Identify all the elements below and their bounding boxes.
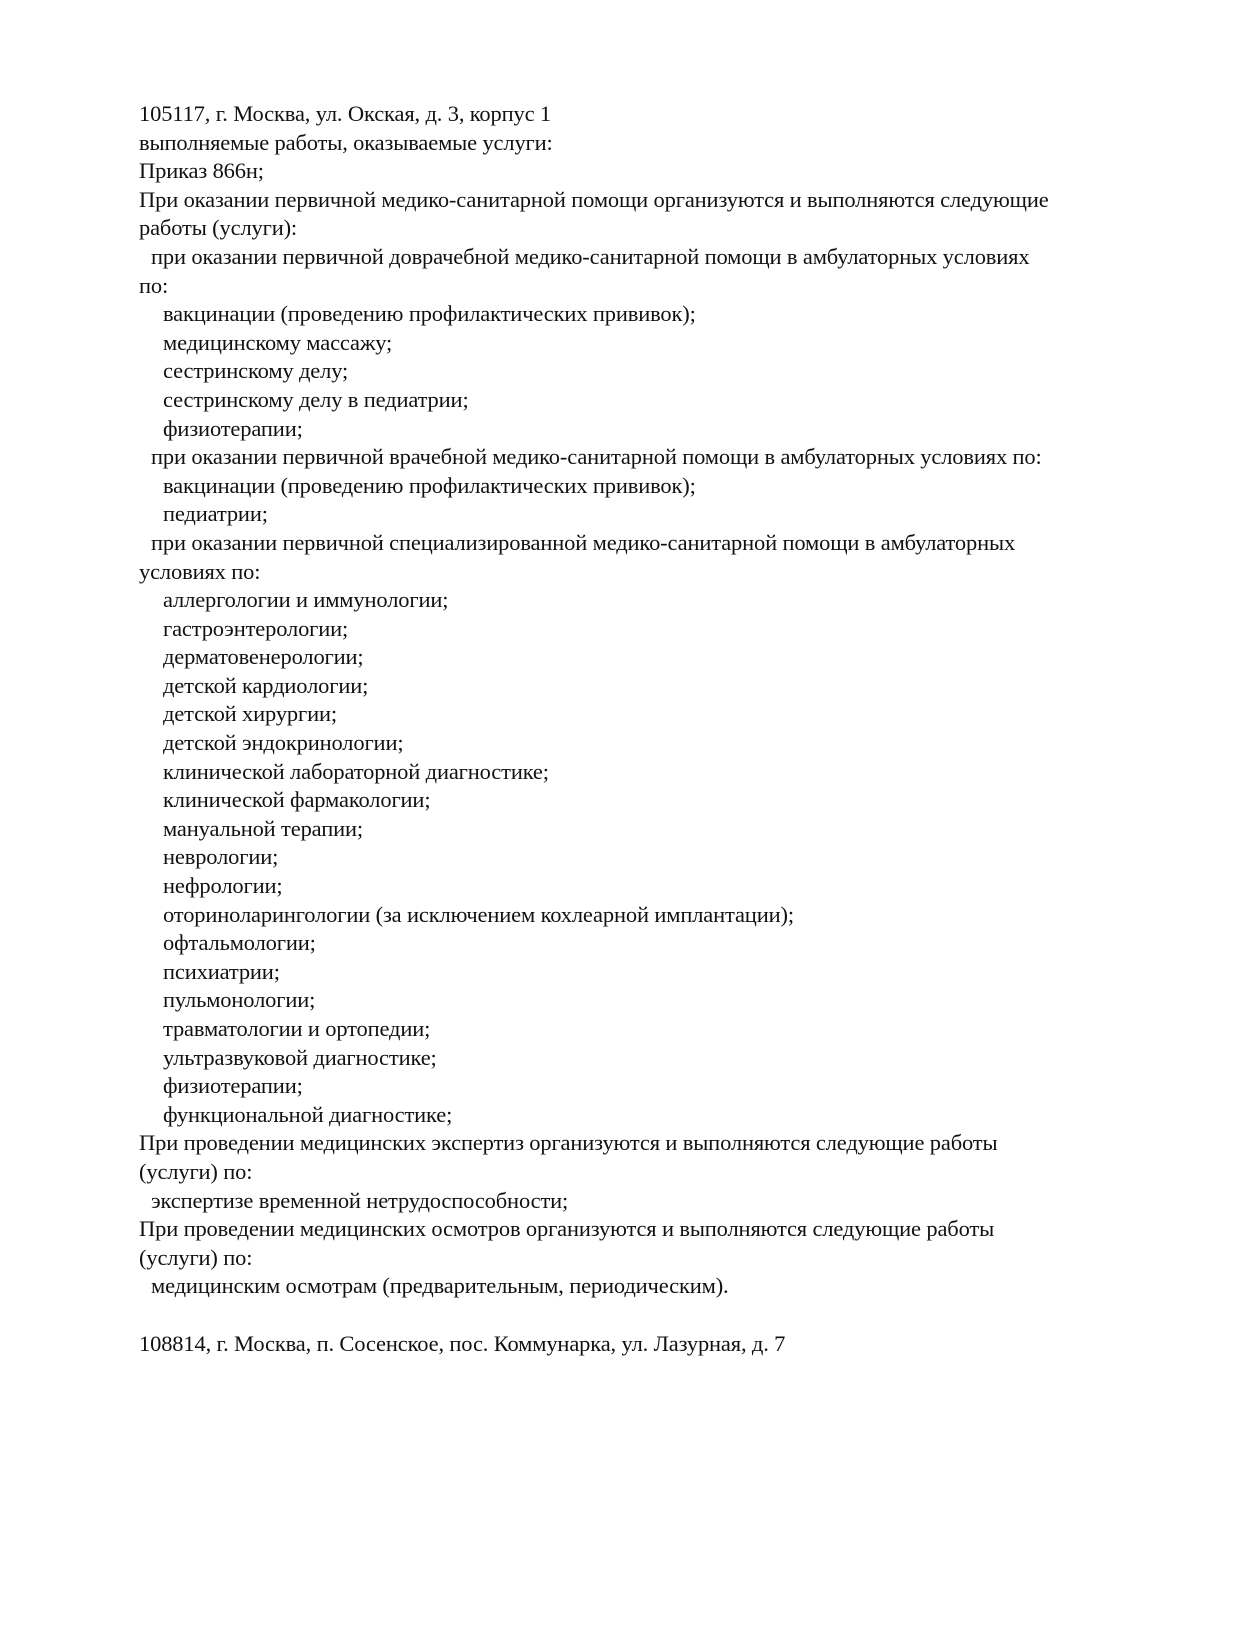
list-item: дерматовенерологии;	[163, 644, 364, 670]
list-item: вакцинации (проведению профилактических прививок);	[163, 472, 696, 498]
list-item: травматологии и ортопедии;	[163, 1016, 431, 1041]
order-reference: Приказ 866н;	[139, 158, 264, 184]
address-2: 108814, г. Москва, п. Сосенское, пос. Коммунарка, ул. Лазурная, д. 7	[139, 1330, 786, 1356]
specialized-heading: при оказании первичной специализированной медико-санитарной помощи в амбулаторных	[151, 529, 1016, 555]
list-item: детской эндокринологии;	[163, 730, 404, 756]
vrach-list	[139, 472, 1099, 529]
list-item: ультразвуковой диагностике;	[163, 1044, 437, 1070]
list-item: педиатрии;	[163, 501, 268, 527]
document-page	[139, 100, 1099, 1358]
list-item: медицинскому массажу;	[163, 329, 393, 355]
list-item: медицинским осмотрам (предварительным, периодическим).	[151, 1273, 729, 1299]
list-item: оториноларингологии (за исключением кохлеарной имплантации);	[163, 901, 794, 927]
list-item: клинической лабораторной диагностике;	[163, 758, 549, 784]
list-item: гастроэнтерологии;	[163, 615, 349, 641]
paragraph-spacer	[139, 1301, 1099, 1330]
list-item: экспертизе временной нетрудоспособности;	[151, 1187, 569, 1213]
list-item: вакцинации (проведению профилактических прививок);	[163, 301, 696, 327]
list-item: неврологии;	[163, 844, 279, 870]
list-item: нефрологии;	[163, 873, 283, 899]
vrach-heading: при оказании первичной врачебной медико-санитарной помощи в амбулаторных условиях по:	[151, 444, 1042, 470]
list-item: сестринскому делу;	[163, 358, 349, 384]
list-item: офтальмологии;	[163, 930, 316, 956]
list-item: детской хирургии;	[163, 701, 337, 727]
list-item: сестринскому делу в педиатрии;	[163, 386, 469, 412]
address-1: 105117, г. Москва, ул. Окская, д. 3, корпус 1	[139, 101, 552, 126]
list-item: функциональной диагностике;	[163, 1101, 453, 1127]
prevrach-heading: при оказании первичной доврачебной медико-санитарной помощи в амбулаторных условиях	[151, 243, 1030, 269]
expertise-list	[139, 1187, 1099, 1216]
list-item: аллергологии и иммунологии;	[163, 587, 449, 613]
primary-care-intro-cont: работы (услуги):	[139, 215, 298, 241]
expertise-intro: При проведении медицинских экспертиз организуются и выполняются следующие работы	[139, 1130, 998, 1156]
specialized-heading-cont: условиях по:	[139, 558, 261, 584]
works-heading: выполняемые работы, оказываемые услуги:	[139, 129, 553, 155]
list-item: пульмонологии;	[163, 987, 316, 1013]
examinations-list	[139, 1272, 1099, 1301]
examinations-intro: При проведении медицинских осмотров организуются и выполняются следующие работы	[139, 1216, 995, 1242]
expertise-intro-cont: (услуги) по:	[139, 1158, 253, 1184]
specialized-list	[139, 586, 1099, 1129]
list-item: клинической фармакологии;	[163, 787, 431, 813]
primary-care-intro: При оказании первичной медико-санитарной помощи организуются и выполняются следующие	[139, 186, 1049, 212]
list-item: физиотерапии;	[163, 1073, 303, 1099]
prevrach-list	[139, 300, 1099, 443]
list-item: детской кардиологии;	[163, 672, 369, 698]
list-item: физиотерапии;	[163, 415, 303, 441]
examinations-intro-cont: (услуги) по:	[139, 1244, 253, 1270]
prevrach-heading-cont: по:	[139, 272, 169, 298]
list-item: психиатрии;	[163, 958, 280, 984]
list-item: мануальной терапии;	[163, 815, 363, 841]
